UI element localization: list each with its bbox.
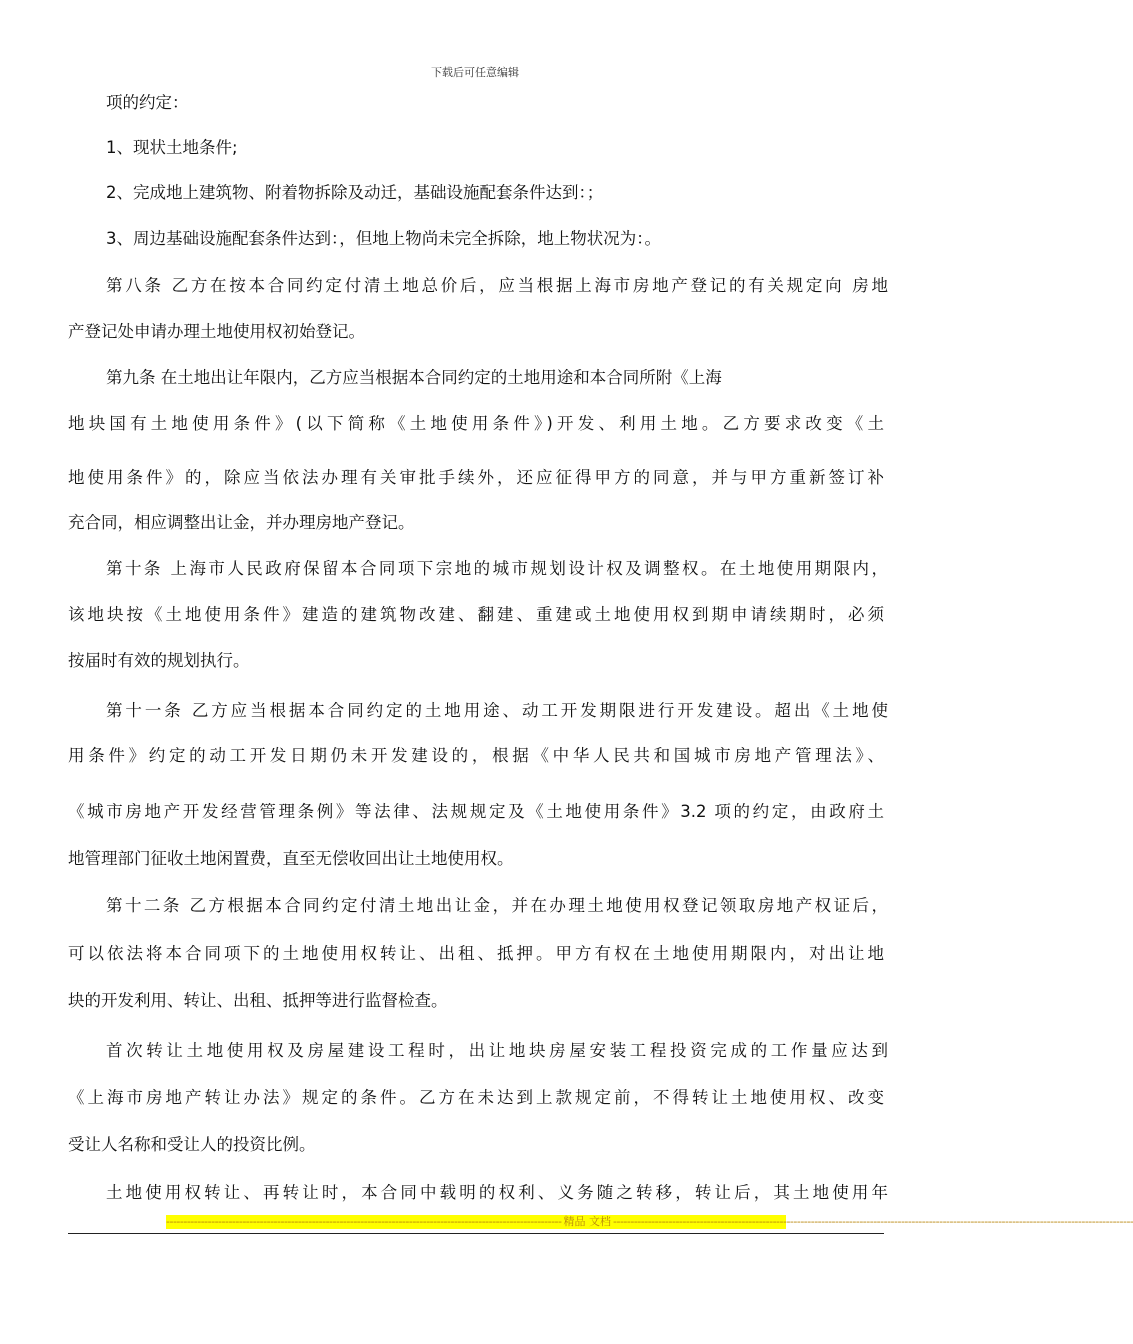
footer-dashes-right: ------------------------------------------------------------------------------------------------------------------------------------------------------ [613, 1215, 1133, 1228]
paragraph-line: 第八条 乙方在按本合同约定付清土地总价后，应当根据上海市房地产登记的有关规定向 房地 [106, 276, 888, 295]
paragraph-line: 该地块按《土地使用条件》建造的建筑物改建、翻建、重建或土地使用权到期申请续期时，必须 [68, 605, 884, 624]
paragraph-line: 受让人名称和受让人的投资比例。 [68, 1135, 316, 1154]
paragraph-line: 第十一条 乙方应当根据本合同约定的土地用途、动工开发期限进行开发建设。超出《土地使 [106, 701, 888, 720]
paragraph-line: 1、现状土地条件; [106, 138, 238, 157]
paragraph-line: 地使用条件》的，除应当依法办理有关审批手续外，还应征得甲方的同意，并与甲方重新签订补 [68, 468, 884, 487]
footer-highlight-band [166, 1215, 1133, 1229]
paragraph-line: 项的约定： [106, 93, 189, 112]
paragraph-line: 《上海市房地产转让办法》规定的条件。乙方在未达到上款规定前，不得转让土地使用权、改变 [68, 1088, 884, 1107]
paragraph-line: 2、完成地上建筑物、附着物拆除及动迁，基础设施配套条件达到：； [106, 183, 604, 202]
paragraph-line: 第十二条 乙方根据本合同约定付清土地出让金，并在办理土地使用权登记领取房地产权证后， [106, 896, 888, 915]
paragraph-line: 第十条 上海市人民政府保留本合同项下宗地的城市规划设计权及调整权。在土地使用期限内， [106, 559, 888, 578]
paragraph-line: 《城市房地产开发经营管理条例》等法律、法规规定及《土地使用条件》3.2 项的约定，由政府土 [68, 802, 884, 821]
paragraph-line: 可以依法将本合同项下的土地使用权转让、出租、抵押。甲方有权在土地使用期限内，对出让地 [68, 944, 884, 963]
paragraph-line: 地块国有土地使用条件》(以下简称《土地使用条件》)开发、利用土地。乙方要求改变《土 [68, 414, 884, 433]
paragraph-line: 地管理部门征收土地闲置费，直至无偿收回出让土地使用权。 [68, 849, 514, 868]
paragraph-line: 首次转让土地使用权及房屋建设工程时，出让地块房屋安装工程投资完成的工作量应达到 [106, 1041, 888, 1060]
footer-rule [68, 1233, 884, 1234]
paragraph-line: 充合同，相应调整出让金，并办理房地产登记。 [68, 513, 415, 532]
paragraph-line: 块的开发利用、转让、出租、抵押等进行监督检查。 [68, 991, 448, 1010]
paragraph-line: 用条件》约定的动工开发日期仍未开发建设的，根据《中华人民共和国城市房地产管理法》、 [68, 746, 884, 765]
paragraph-line: 产登记处申请办理土地使用权初始登记。 [68, 322, 365, 341]
footer-dashes-left: ------------------------------------------------------------------------------------------------------------------ [166, 1215, 562, 1228]
page-header-note: 下载后可任意编辑 [431, 66, 519, 79]
paragraph-line: 第九条 在土地出让年限内，乙方应当根据本合同约定的土地用途和本合同所附《上海 [106, 368, 722, 387]
paragraph-line: 按届时有效的规划执行。 [68, 651, 250, 670]
paragraph-line: 3、周边基础设施配套条件达到：，但地上物尚未完全拆除，地上物状况为：。 [106, 229, 661, 248]
footer-label: 精品 文档 [563, 1215, 611, 1228]
paragraph-line: 土地使用权转让、再转让时，本合同中载明的权利、义务随之转移，转让后，其土地使用年 [106, 1183, 888, 1202]
